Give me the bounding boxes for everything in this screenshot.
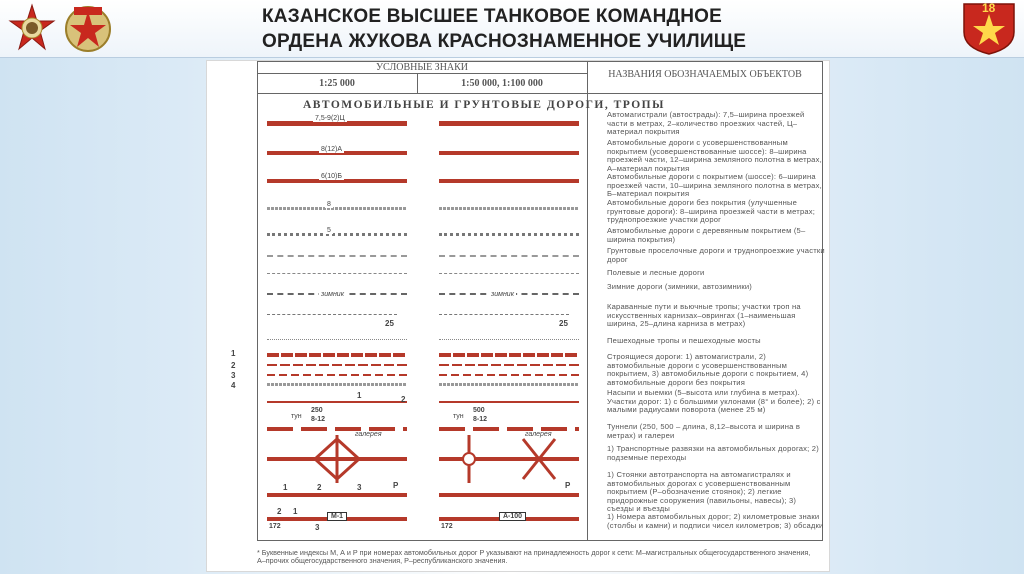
tunnel-label: тун — [291, 413, 302, 420]
field-road-symbol-25k — [267, 273, 407, 275]
embankment-symbol-25k — [267, 401, 407, 403]
road-num-1: 1 — [293, 507, 298, 516]
embankment-num-1: 1 — [357, 391, 362, 400]
tunnel-label-50k: тун — [453, 413, 464, 420]
construction-road-2-25k — [267, 364, 407, 366]
symbols-header: УСЛОВНЫЕ ЗНАКИ — [375, 62, 469, 73]
construction-road-4-50k — [439, 383, 579, 386]
km-172-label-50k: 172 — [441, 523, 453, 530]
construction-num-4: 4 — [231, 381, 236, 390]
embankment-symbol-50k — [439, 401, 579, 403]
paved-road-symbol-50k — [439, 179, 579, 183]
tunnel-size-50k: 8-12 — [473, 416, 488, 423]
dirt-road-symbol-25k — [267, 255, 407, 257]
desc-embankments: Насыпи и выемки (5–высота или глубина в метрах). Участки дорог: 1) с большими уклонами (8° и более); 2) с малыми радиусами поворота (менее 25 м) — [607, 388, 821, 415]
parking-road-25k — [267, 493, 407, 497]
caravan-path-symbol-25k — [267, 314, 397, 316]
parking-num-2: 2 — [317, 483, 322, 492]
construction-road-3-50k — [439, 374, 579, 376]
parking-num-3: 3 — [357, 483, 362, 492]
desc-wooden-roads: Автомобильные дороги с деревянным покрытием (5–ширина покрытия) — [607, 226, 806, 244]
slide-number: 18 — [982, 1, 996, 15]
desc-caravan-paths: Караванные пути и вьючные тропы; участки троп на искусственных карнизах–оврингах (1–наименьшая ширина, 25–длина карниза в метрах) — [607, 302, 801, 329]
interchange-symbol-50k — [439, 435, 579, 483]
red-banner-order-emblem — [62, 3, 114, 55]
highway-symbol-50k — [439, 121, 579, 126]
desc-unpaved-roads: Автомобильные дороги без покрытия (улучшенные грунтовые дороги): 8–ширина проезжей части в метрах; труднопроезжие участки дорог — [607, 198, 816, 225]
tunnel-symbol-50k — [439, 427, 579, 431]
construction-road-1-25k — [267, 353, 407, 357]
title-line-1: КАЗАНСКОЕ ВЫСШЕЕ ТАНКОВОЕ КОМАНДНОЕ — [262, 6, 723, 27]
desc-interchanges: 1) Транспортные развязки на автомобильных дорогах; 2) подземные переходы — [607, 444, 819, 462]
desc-parking: 1) Стоянки автотранспорта на автомагистралях и автомобильных дорогах с усовершенствованным покрытием (Р–обозначение стоянок); 2) легкие придорожные сооружения (павильоны, навесы); 3) съезды и въезды — [607, 470, 797, 514]
footnote: * Буквенные индексы М, А и Р при номерах автомобильных дорог Р указывают на принадлежность дорог к сети: М–магистральных общегосударственного значения, А–прочих общегосударственного значения, Р–республиканского значения. — [257, 548, 811, 566]
gallery-label: галерея — [355, 431, 382, 438]
construction-num-2: 2 — [231, 361, 236, 370]
symbols-header-divider — [257, 73, 587, 74]
unpaved-road-symbol-25k — [267, 207, 407, 210]
desc-tunnels: Туннели (250, 500 – длина, 8,12–высота и ширина в метрах) и галереи — [607, 422, 801, 440]
wooden-road-symbol-25k — [267, 233, 407, 236]
unpaved-road-symbol-50k — [439, 207, 579, 210]
desc-paved-roads: Автомобильные дороги с покрытием (шоссе): 6–ширина проезжей части, 10–ширина земляного полотна в метрах, Б–материал покрытия — [607, 172, 822, 199]
road-num-2: 2 — [277, 507, 282, 516]
footpath-symbol-50k — [439, 339, 579, 341]
desc-under-construction: Строящиеся дороги: 1) автомагистрали, 2) автомобильные дороги с усовершенствованным покрытием, 3) автомобильные дороги с покрытием, 4) автомобильные дороги без покрытия — [607, 352, 809, 387]
parking-p-50k: Р — [565, 481, 571, 490]
parking-p-25k: Р — [393, 481, 399, 490]
winter-road-label-50k: зимник — [491, 291, 514, 298]
tunnel-length: 250 — [311, 407, 323, 414]
names-header: НАЗВАНИЯ ОБОЗНАЧАЕМЫХ ОБЪЕКТОВ — [608, 69, 802, 80]
desc-highways: Автомагистрали (автострады): 7,5–ширина проезжей части в метрах, 2–количество проезжих частей, Ц–материал покрытия — [607, 110, 805, 137]
dirt-road-symbol-50k — [439, 255, 579, 257]
title-line-2: ОРДЕНА ЖУКОВА КРАСНОЗНАМЕННОЕ УЧИЛИЩЕ — [262, 31, 747, 52]
map-legend-page — [206, 60, 830, 572]
tunnel-size: 8-12 — [311, 416, 326, 423]
header-bottom-line — [257, 93, 823, 94]
order-of-zhukov-emblem — [6, 3, 58, 55]
unpaved-road-label: 8 — [327, 201, 331, 208]
highway-label: 7,5-9(2)Ц — [315, 115, 345, 122]
tunnel-length-50k: 500 — [473, 407, 485, 414]
desc-winter-roads: Зимние дороги (зимники, автозимники) — [607, 282, 753, 291]
construction-road-3-25k — [267, 374, 407, 376]
construction-num-3: 3 — [231, 371, 236, 380]
construction-road-4-25k — [267, 383, 407, 386]
gallery-label-50k: галерея — [525, 431, 552, 438]
wooden-road-symbol-50k — [439, 233, 579, 236]
desc-dirt-roads: Грунтовые проселочные дороги и труднопроезжие участки дорог — [607, 246, 825, 264]
winter-road-label: зимник — [321, 291, 344, 298]
construction-num-1: 1 — [231, 349, 236, 358]
footpath-symbol-25k — [267, 339, 407, 341]
road-a100-badge: А-100 — [499, 512, 526, 521]
caravan-25-label-50k: 25 — [559, 319, 568, 328]
desc-road-numbers: 1) Номера автомобильных дорог; 2) километровые знаки (столбы и камни) и подписи чисел километров; 3) обсадки — [607, 512, 824, 530]
column-divider — [587, 61, 588, 541]
parking-road-50k — [439, 493, 579, 497]
paved-road-label: 6(10)Б — [321, 173, 342, 180]
construction-road-1-50k — [439, 353, 579, 357]
tunnel-symbol-25k — [267, 427, 407, 431]
field-road-symbol-50k — [439, 273, 579, 275]
desc-footpaths: Пешеходные тропы и пешеходные мосты — [607, 336, 761, 345]
road-m1-badge: М-1 — [327, 512, 347, 521]
embankment-num-2: 2 — [401, 395, 406, 404]
scale-50000-header: 1:50 000, 1:100 000 — [461, 78, 543, 89]
parking-num-1: 1 — [283, 483, 288, 492]
section-title: АВТОМОБИЛЬНЫЕ И ГРУНТОВЫЕ ДОРОГИ, ТРОПЫ — [303, 99, 665, 111]
km-172-label: 172 — [269, 523, 281, 530]
caravan-path-symbol-50k — [439, 314, 569, 316]
slide-header — [0, 0, 1024, 58]
caravan-25-label: 25 — [385, 319, 394, 328]
construction-road-2-50k — [439, 364, 579, 366]
desc-field-roads: Полевые и лесные дороги — [607, 268, 705, 277]
scale-25000-header: 1:25 000 — [319, 78, 355, 89]
wooden-road-label: 5 — [327, 227, 331, 234]
page-title — [262, 4, 822, 54]
road-num-3: 3 — [315, 523, 320, 532]
improved-road-label: 8(12)А — [321, 146, 343, 153]
interchange-symbol-25k — [267, 435, 407, 483]
improved-road-symbol-50k — [439, 151, 579, 155]
desc-improved-roads: Автомобильные дороги с усовершенствованным покрытием (усовершенствованные шоссе): 8–ширина проезжей части, 12–ширина земляного полотна в метрах, А–материал покрытия — [607, 138, 822, 173]
